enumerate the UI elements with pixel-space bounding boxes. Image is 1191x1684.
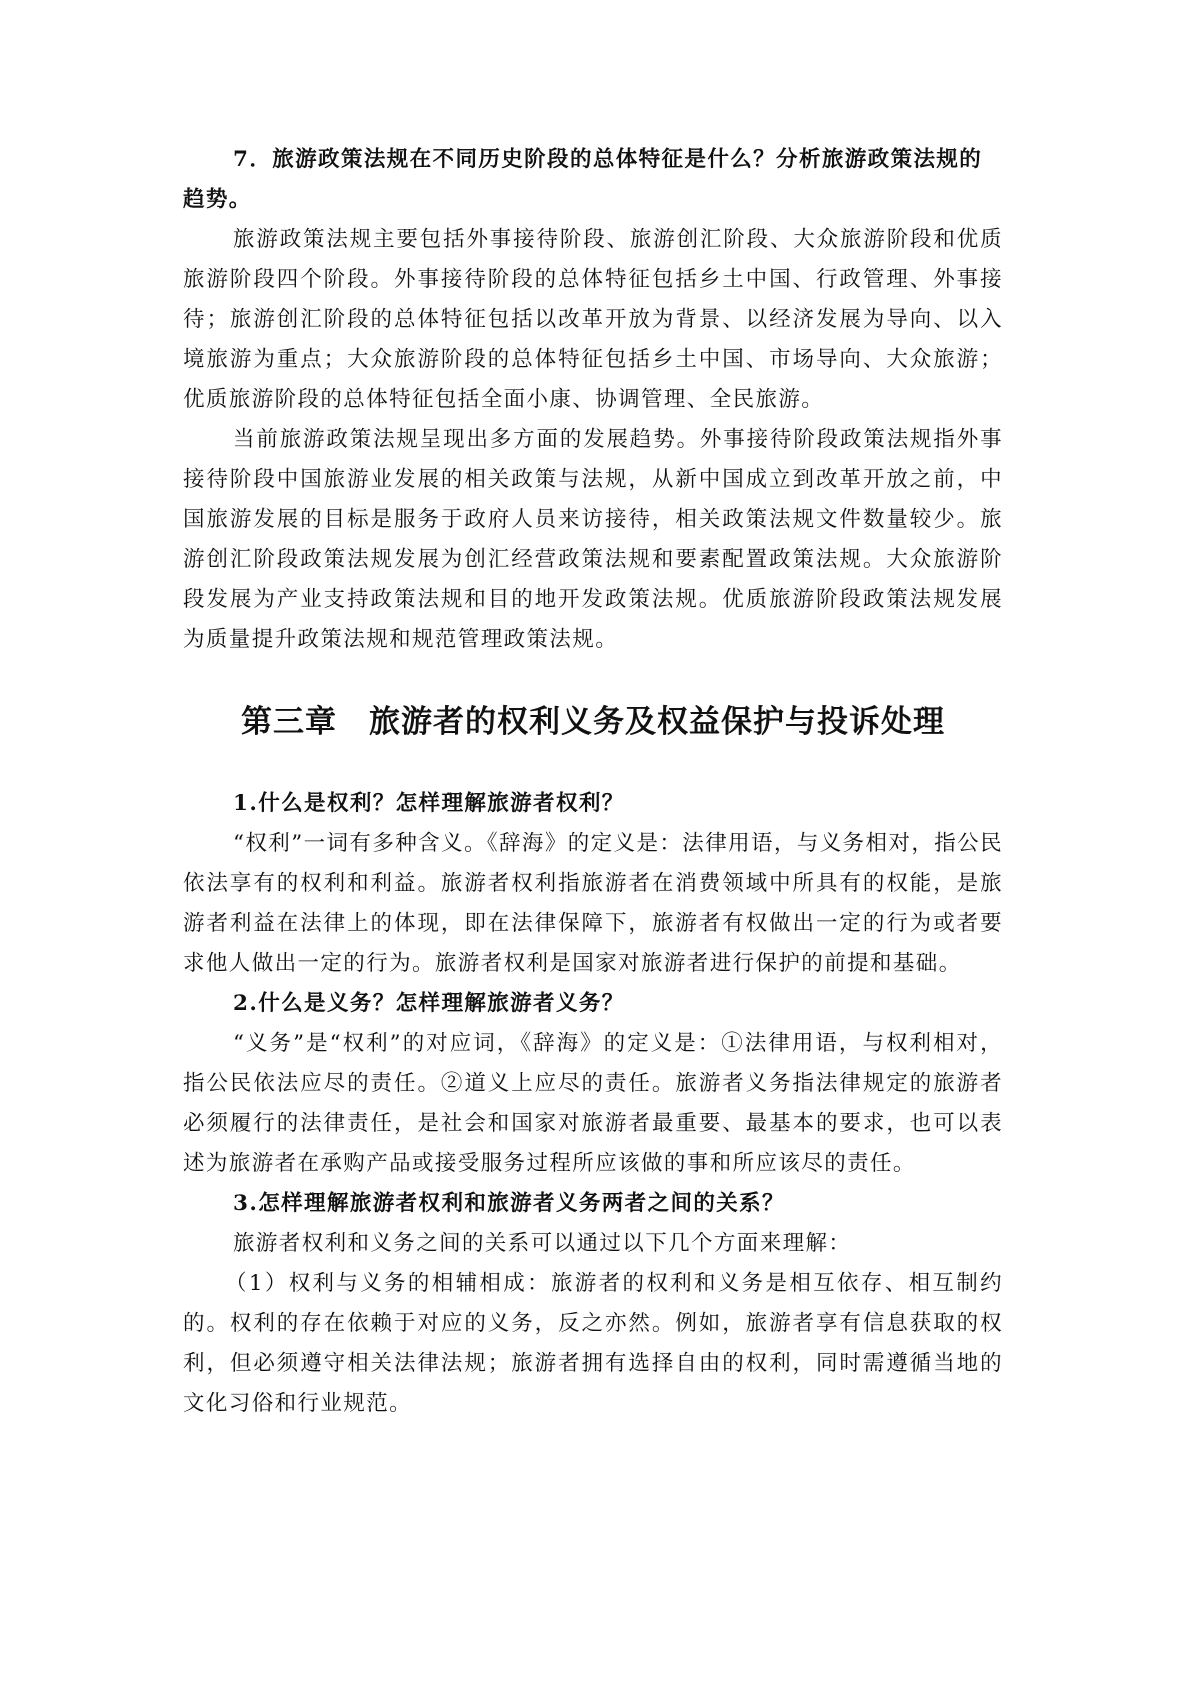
answer-2-paragraph: “义务”是“权利”的对应词，《辞海》的定义是：①法律用语，与权利相对，指公民依法应尽的责任。②道义上应尽的责任。旅游者义务指法律规定的旅游者必须履行的法律责任，是社会和国家对旅游者最重要、最基本的要求，也可以表述为旅游者在承购产品或接受服务过程所应该做的事和所应该尽的责任。 [183,1031,1003,1176]
answer-7-paragraph-1: 旅游政策法规主要包括外事接待阶段、旅游创汇阶段、大众旅游阶段和优质旅游阶段四个阶段。外事接待阶段的总体特征包括乡土中国、行政管理、外事接待；旅游创汇阶段的总体特征包括以改革开放为背景、以经济发展为导向、以入境旅游为重点；大众旅游阶段的总体特征包括乡土中国、市场导向、大众旅游；优质旅游阶段的总体特征包括全面小康、协调管理、全民旅游。 [183,227,1003,412]
answer-3-point-1: （1）权利与义务的相辅相成：旅游者的权利和义务是相互依存、相互制约的。权利的存在依赖于对应的义务，反之亦然。例如，旅游者享有信息获取的权利，但必须遵守相关法律法规；旅游者拥有选择自由的权利，同时需遵循当地的文化习俗和行业规范。 [183,1271,1003,1416]
question-7-heading: 7．旅游政策法规在不同历史阶段的总体特征是什么？分析旅游政策法规的 趋势。 [183,147,983,212]
answer-3-intro: 旅游者权利和义务之间的关系可以通过以下几个方面来理解： [233,1231,852,1256]
page-content [183,140,1003,1424]
answer-7-paragraph-2: 当前旅游政策法规呈现出多方面的发展趋势。外事接待阶段政策法规指外事接待阶段中国旅游业发展的相关政策与法规，从新中国成立到改革开放之前，中国旅游发展的目标是服务于政府人员来访接待，相关政策法规文件数量较少。旅游创汇阶段政策法规发展为创汇经营政策法规和要素配置政策法规。大众旅游阶段发展为产业支持政策法规和目的地开发政策法规。优质旅游阶段政策法规发展为质量提升政策法规和规范管理政策法规。 [183,427,1003,652]
chapter-title: 第三章 旅游者的权利义务及权益保护与投诉处理 [241,704,945,740]
question-1-heading: 1.什么是权利？怎样理解旅游者权利？ [233,791,625,816]
question-2-heading: 2.什么是义务？怎样理解旅游者义务？ [233,991,625,1016]
answer-1-paragraph: “权利”一词有多种含义。《辞海》的定义是：法律用语，与义务相对，指公民依法享有的权利和利益。旅游者权利指旅游者在消费领域中所具有的权能，是旅游者利益在法律上的体现，即在法律保障下，旅游者有权做出一定的行为或者要求他人做出一定的行为。旅游者权利是国家对旅游者进行保护的前提和基础。 [183,831,1003,976]
question-3-heading: 3.怎样理解旅游者权利和旅游者义务两者之间的关系？ [233,1191,785,1216]
